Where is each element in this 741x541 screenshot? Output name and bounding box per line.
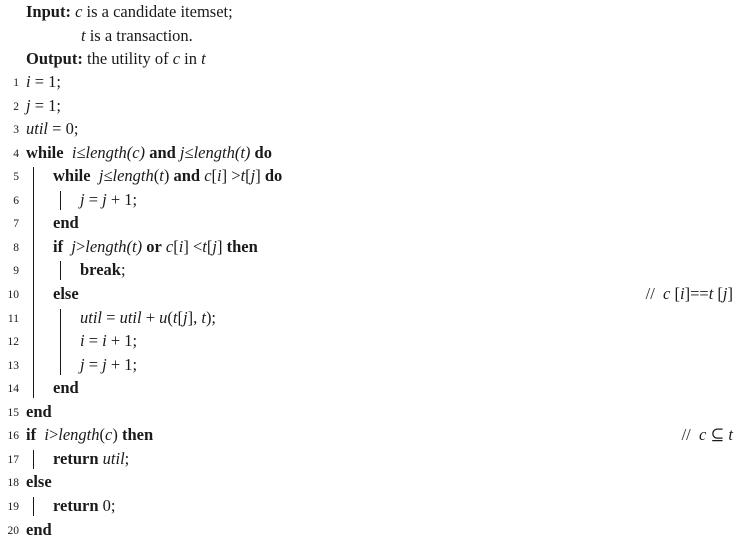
line-number: 11 xyxy=(7,312,19,325)
algorithm-line xyxy=(0,471,741,493)
code-statement: j = 1; xyxy=(26,95,61,115)
line-number: 19 xyxy=(7,500,19,513)
line-number: 6 xyxy=(13,194,19,207)
algorithm-line xyxy=(0,519,741,541)
code-statement: if j>length(t) or c[i] <t[j] then xyxy=(53,236,258,256)
algorithm-line xyxy=(0,495,741,517)
algorithm-line xyxy=(0,354,741,376)
algorithm-line xyxy=(0,259,741,281)
algorithm-line xyxy=(0,424,741,446)
code-statement: end xyxy=(53,213,79,233)
algorithm-line xyxy=(0,71,741,93)
line-number: 16 xyxy=(7,430,19,443)
line-number: 15 xyxy=(7,406,19,419)
code-comment: // c [i]==t [j] xyxy=(645,284,733,303)
algorithm-line xyxy=(0,142,741,164)
algorithm-line xyxy=(0,377,741,399)
line-number: 10 xyxy=(7,289,19,301)
block-scope-bar xyxy=(33,167,34,398)
algorithm-line xyxy=(0,95,741,117)
code-statement: else xyxy=(53,284,79,303)
code-statement: util = util + u(t[j], t); xyxy=(80,307,217,327)
line-number: 4 xyxy=(13,147,19,160)
algorithm-line xyxy=(0,165,741,187)
block-scope-bar xyxy=(33,497,34,516)
line-number: 18 xyxy=(7,477,19,490)
block-scope-bar xyxy=(60,309,61,375)
code-statement: j = j + 1; xyxy=(80,354,138,374)
algorithm-line xyxy=(0,118,741,140)
algorithm-line xyxy=(0,307,741,329)
line-number: 20 xyxy=(7,524,19,537)
algorithm-line xyxy=(0,283,741,305)
code-statement: end xyxy=(26,519,52,539)
line-number: 17 xyxy=(7,453,19,466)
line-number: 12 xyxy=(7,336,19,349)
code-statement: j = j + 1; xyxy=(80,189,138,209)
line-number: 8 xyxy=(13,241,19,254)
output-line: Output: the utility of c in t xyxy=(26,49,206,68)
block-scope-bar xyxy=(60,191,61,210)
code-statement: while i≤length(c) and j≤length(t) do xyxy=(26,142,272,162)
algorithm-line xyxy=(0,189,741,211)
code-statement: while j≤length(t) and c[i] >t[j] do xyxy=(53,166,283,186)
code-statement: end xyxy=(26,401,52,421)
line-number: 3 xyxy=(13,124,19,137)
line-number: 2 xyxy=(13,100,19,113)
algorithm-line xyxy=(0,401,741,423)
code-statement: util = 0; xyxy=(26,119,79,139)
code-comment: // c ⊆ t xyxy=(681,425,733,445)
block-scope-bar xyxy=(33,450,34,469)
line-number: 9 xyxy=(13,265,19,278)
code-statement: if i>length(c) then xyxy=(26,425,154,445)
algorithm-line xyxy=(0,236,741,258)
block-scope-bar xyxy=(60,261,61,280)
algorithm-line xyxy=(0,448,741,470)
code-statement: return util; xyxy=(53,448,130,468)
line-number: 14 xyxy=(7,383,19,396)
code-statement: return 0; xyxy=(53,495,116,515)
line-number: 5 xyxy=(13,171,19,184)
input-line: Input: c is a candidate itemset; xyxy=(26,2,233,21)
line-number: 7 xyxy=(13,218,19,231)
algorithm-line xyxy=(0,212,741,234)
code-statement: break; xyxy=(80,260,126,280)
algorithm-line xyxy=(0,330,741,352)
code-statement: i = i + 1; xyxy=(80,331,138,351)
code-statement: else xyxy=(26,472,52,492)
input-line-2: t is a transaction. xyxy=(81,26,193,45)
code-statement: i = 1; xyxy=(26,72,61,91)
line-number: 13 xyxy=(7,359,19,372)
code-statement: end xyxy=(53,378,79,398)
line-number: 1 xyxy=(13,77,19,89)
